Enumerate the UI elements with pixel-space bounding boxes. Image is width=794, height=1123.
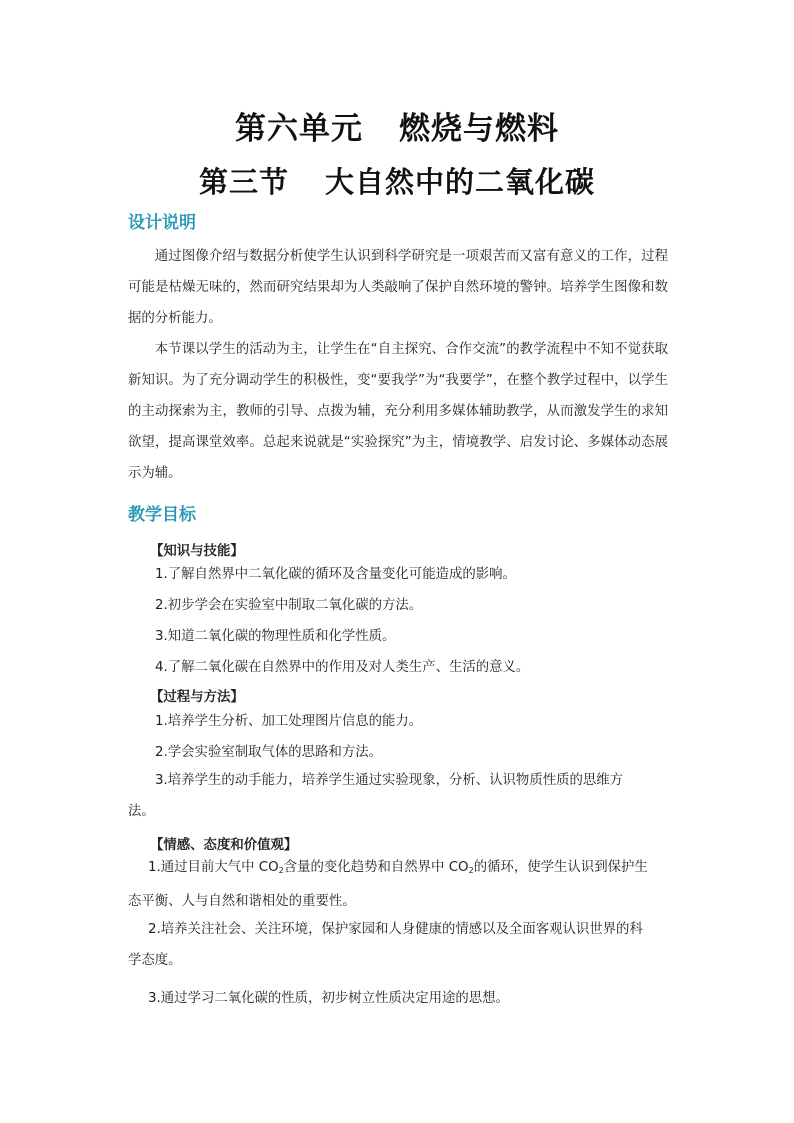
- knowledge-item-1: 1.了解自然界中二氧化碳的循环及含量变化可能造成的影响。: [155, 567, 516, 582]
- knowledge-item-4: 4.了解二氧化碳在自然界中的作用及对人类生产、生活的意义。: [155, 660, 530, 675]
- section-number: 第三节: [198, 165, 289, 199]
- knowledge-item-2: 2.初步学会在实验室中制取二氧化碳的方法。: [155, 598, 423, 613]
- unit-number: 第六单元: [235, 111, 363, 147]
- process-label: 【过程与方法】: [150, 690, 244, 705]
- emotion-label: 【情感、态度和价值观】: [150, 838, 298, 853]
- section-title: [0, 160, 794, 201]
- emotion-item-3: 3.通过学习二氧化碳的性质，初步树立性质决定用途的思想。: [148, 991, 509, 1006]
- knowledge-item-3: 3.知道二氧化碳的物理性质和化学性质。: [155, 629, 396, 644]
- design-paragraph-1: 通过图像介绍与数据分析使学生认识到科学研究是一项艰苦而又富有意义的工作，过程可能是枯燥无味的，然而研究结果却为人类敲响了保护自然环境的警钟。培养学生图像和数据的分析能力。: [128, 249, 668, 326]
- design-heading: 设计说明: [128, 213, 196, 233]
- section-topic: 大自然中的二氧化碳: [325, 165, 596, 199]
- process-item-2: 2.学会实验室制取气体的思路和方法。: [155, 745, 383, 760]
- goals-heading: 教学目标: [128, 505, 196, 525]
- knowledge-label: 【知识与技能】: [150, 544, 244, 559]
- emotion-item-1: 1.通过目前大气中 CO2含量的变化趋势和自然界中 CO2的循环，使学生认识到保护生态平衡、人与自然和谐相处的重要性。: [128, 860, 648, 909]
- process-item-3: 3.培养学生的动手能力，培养学生通过实验现象，分析、认识物质性质的思维方法。: [128, 773, 624, 819]
- design-paragraph-2: 本节课以学生的活动为主，让学生在“自主探究、合作交流”的教学流程中不知不觉获取新知识。为了充分调动学生的积极性，变“要我学”为“我要学”，在整个教学过程中，以学生的主动探索为主，教师的引导、点拨为辅，充分利用多媒体辅助教学，从而激发学生的求知欲望，提高课堂效率。总起来说就是“实验探究”为主，情境教学、启发讨论、多媒体动态展示为辅。: [128, 342, 668, 481]
- unit-title: [0, 103, 794, 148]
- unit-topic: 燃烧与燃料: [399, 111, 559, 147]
- emotion-item-2: 2.培养关注社会、关注环境，保护家园和人身健康的情感以及全面客观认识世界的科学态度。: [128, 922, 643, 968]
- process-item-1: 1.培养学生分析、加工处理图片信息的能力。: [155, 714, 423, 729]
